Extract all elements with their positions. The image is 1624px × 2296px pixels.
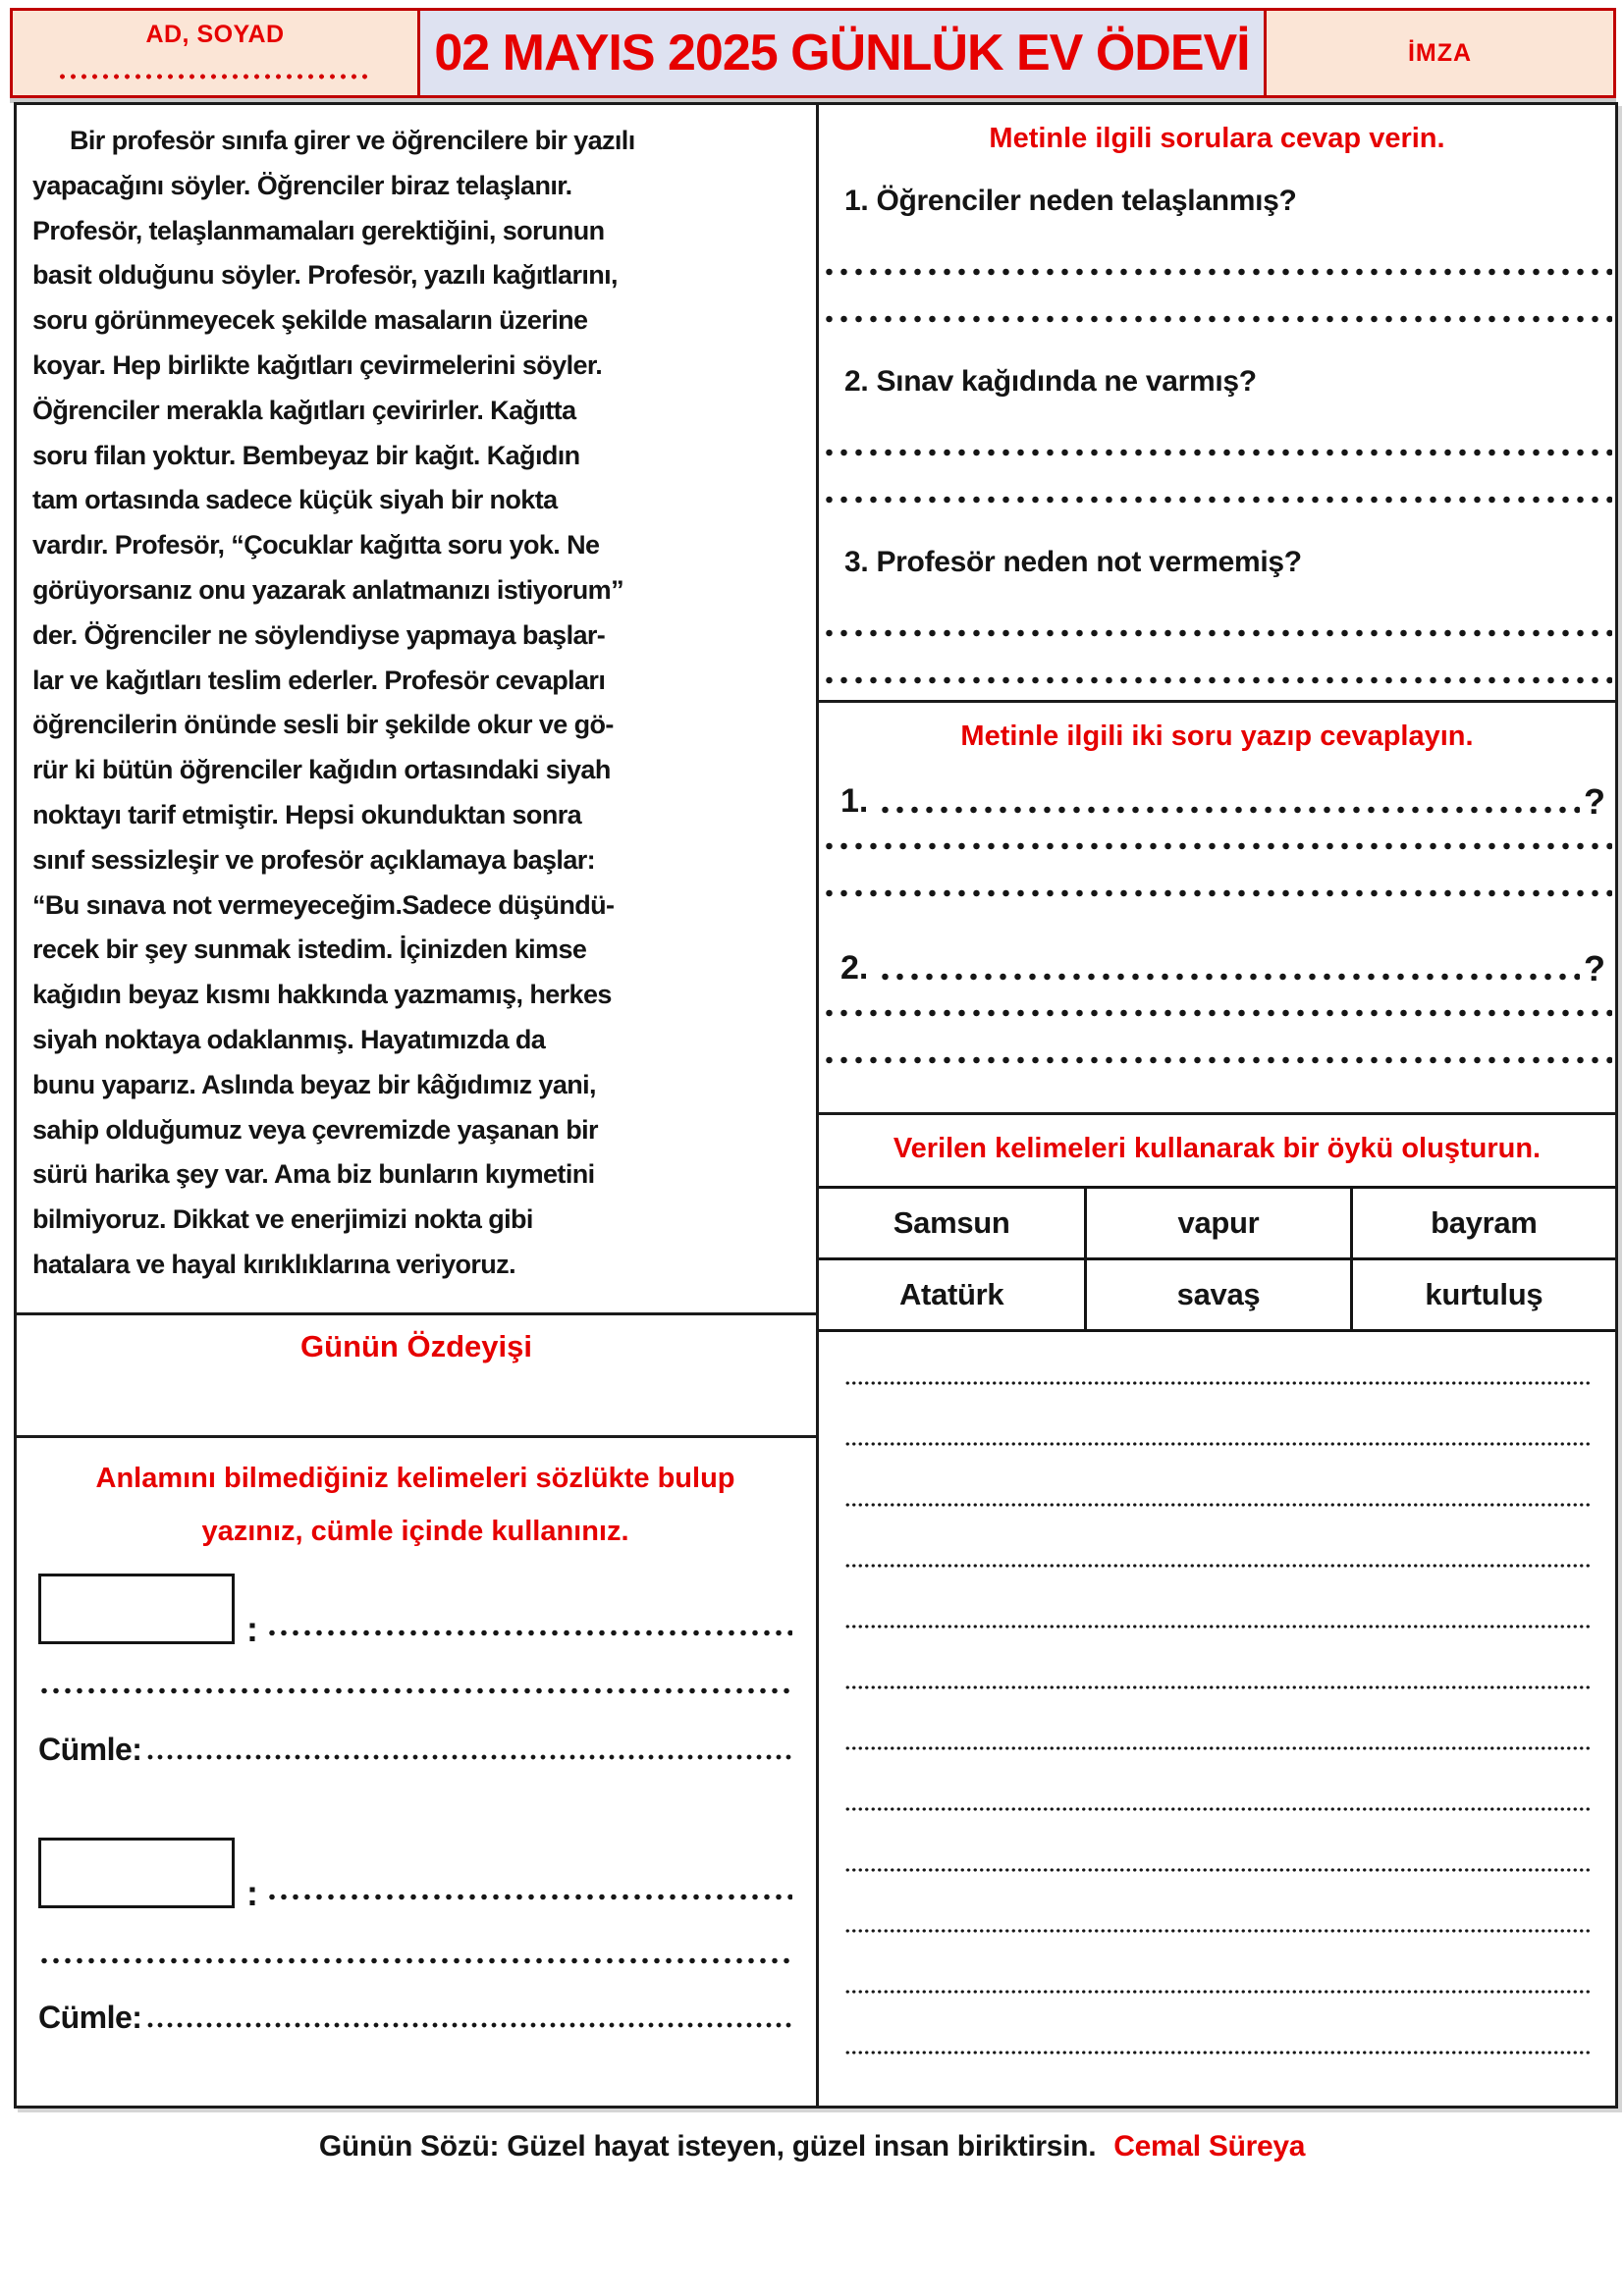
answer-line[interactable] [822,496,1612,504]
passage-line: Bir profesör sınıfa girer ve öğrencilere bir yazılı [70,126,635,155]
passage-line: sınıf sessizleşir ve profesör açıklamaya başlar: [32,844,596,875]
title-cell [420,8,1267,98]
passage-line: Profesör, telaşlanmamaları gerektiğini, sorunun [32,215,605,245]
story-write-line[interactable] [819,1446,1615,1507]
question-mark: ? [1584,948,1605,988]
story-write-line[interactable] [819,2055,1615,2106]
passage-line: koyar. Hep birlikte kağıtları çevirmelerini söyler. [32,349,603,380]
passage-line: görüyorsanız onu yazarak anlatmanızı istiyorum” [32,574,623,605]
passage-line: basit olduğunu söyler. Profesör, yazılı kağıtlarını, [32,260,618,291]
left-column [17,105,816,2106]
passage-line: der. Öğrenciler ne söylendiyse yapmaya başlar- [32,619,606,650]
dictionary-section [17,1438,816,2106]
write-questions-list [819,775,1615,1064]
dictionary-instruction: yazınız, cümle içinde kullanınız. [201,1516,629,1547]
quote-of-day-box[interactable] [17,1312,816,1438]
question-number: 1. [840,782,869,820]
word-cell: bayram [1350,1189,1615,1257]
word-box[interactable] [38,1838,235,1908]
dictionary-entry [38,1838,792,1913]
answer-line[interactable] [822,842,1612,850]
question-text: 2. Sınav kağıdında ne varmış? [844,365,1257,398]
write-question-block [819,942,1615,1064]
quote-of-day-title: Günün Özdeyişi [300,1329,532,1363]
dictionary-entry [38,1574,792,1649]
passage-line: yapacağını söyler. Öğrenciler biraz telaşlanır. [32,170,572,200]
passage-line: Öğrenciler merakla kağıtları çevirirler. Kağıtta [32,395,576,425]
sentence-line[interactable] [145,1754,792,1760]
qa-section [819,105,1615,700]
passage-line: öğrencilerin önünde sesli bir şekilde okur ve gö- [32,710,614,740]
question-text: 3. Profesör neden not vermemiş? [844,546,1302,578]
passage-line: sahip olduğumuz veya çevremizde yaşanan bir [32,1114,598,1145]
story-write-line[interactable] [819,1994,1615,2055]
sentence-row [38,1998,792,2037]
word-cell: Samsun [893,1205,1010,1240]
question-number: 2. [840,949,869,987]
story-write-line[interactable] [819,1629,1615,1689]
passage-line: rür ki bütün öğrenciler kağıdın ortasındaki siyah [32,755,611,785]
signature-label: İMZA [1407,38,1473,67]
story-title: Verilen kelimeleri kullanarak bir öykü oluşturun. [893,1133,1542,1164]
word-definition-row [235,1574,792,1649]
qa-title: Metinle ilgili sorulara cevap verin. [989,123,1445,154]
passage [17,105,816,1312]
word-cell: vapur [1084,1189,1349,1257]
story-section [819,1115,1615,2106]
sentence-label: Cümle: [38,1732,142,1767]
answer-line[interactable] [822,1009,1612,1017]
write-question-row [840,942,1605,986]
answer-line[interactable] [822,1056,1612,1064]
passage-line: vardır. Profesör, “Çocuklar kağıtta soru yok. Ne [32,530,600,561]
story-write-line[interactable] [819,1689,1615,1750]
question-block [819,362,1615,504]
story-write-line[interactable] [819,1933,1615,1994]
name-cell [10,8,420,98]
question-write-line[interactable] [878,806,1580,814]
word-definition-row [235,1838,792,1913]
passage-line: sürü harika şey var. Ama biz bunların kıymetini [32,1159,595,1190]
answer-line[interactable] [822,629,1612,637]
passage-line: noktayı tarif etmiştir. Hepsi okunduktan sonra [32,799,582,829]
word-cell: kurtuluş [1350,1257,1615,1329]
story-write-line[interactable] [819,1750,1615,1811]
word-cell: Atatürk [819,1257,1084,1329]
footer-quote: Güzel hayat isteyen, güzel insan biriktirsin. [507,2130,1097,2163]
words-table [819,1186,1615,1332]
passage-line: recek bir şey sunmak istedim. İçinizden kimse [32,934,587,965]
sentence-row [38,1730,792,1769]
write-questions-section [819,703,1615,1112]
qa-list [819,182,1615,684]
write-question-block [819,775,1615,897]
word-colon: : [246,1873,258,1913]
answer-line[interactable] [822,889,1612,897]
passage-line: soru görünmeyecek şekilde masaların üzerine [32,305,588,336]
word-colon: : [246,1609,258,1649]
passage-line: “Bu sınava not vermeyeceğim.Sadece düşündü- [32,889,615,920]
footer-label: Günün Sözü: [318,2130,500,2163]
passage-line: lar ve kağıtları teslim ederler. Profesör cevapları [32,665,606,695]
definition-line[interactable] [38,1687,792,1694]
sentence-label: Cümle: [38,2000,142,2035]
write-question-row [840,775,1605,822]
question-write-line[interactable] [878,973,1580,981]
footer-author: Cemal Süreya [1113,2130,1306,2163]
story-write-line[interactable] [819,1324,1615,1385]
passage-line: tam ortasında sadece küçük siyah bir nokta [32,485,558,515]
write-questions-title: Metinle ilgili iki soru yazıp cevaplayın. [960,721,1474,752]
story-write-line[interactable] [819,1811,1615,1872]
story-write-line[interactable] [819,1385,1615,1446]
story-lines [819,1324,1615,2106]
question-mark: ? [1584,781,1605,822]
passage-line: soru filan yoktur. Bembeyaz bir kağıt. Kağıdın [32,440,580,470]
word-cell: savaş [1084,1257,1349,1329]
question-block [819,182,1615,323]
answer-line[interactable] [822,268,1612,276]
passage-line: bunu yaparız. Aslında beyaz bir kâğıdımız yani, [32,1069,596,1099]
passage-line: siyah noktaya odaklanmış. Hayatımızda da [32,1024,546,1054]
word-box[interactable] [38,1574,235,1644]
story-write-line[interactable] [819,1872,1615,1933]
passage-line: kağıdın beyaz kısmı hakkında yazmamış, herkes [32,980,612,1010]
name-write-line[interactable] [57,74,373,80]
sentence-line[interactable] [145,2022,792,2028]
right-column [816,105,1615,2106]
signature-cell [1267,8,1616,98]
story-write-line[interactable] [819,1507,1615,1568]
passage-line: bilmiyoruz. Dikkat ve enerjimizi nokta gibi [32,1204,533,1235]
definition-line[interactable] [266,1894,792,1900]
answer-line[interactable] [822,449,1612,456]
answer-line[interactable] [822,676,1612,684]
definition-line[interactable] [38,1957,792,1964]
answer-line[interactable] [822,315,1612,323]
story-write-line[interactable] [819,1568,1615,1629]
question-text: 1. Öğrenciler neden telaşlanmış? [844,185,1297,217]
question-block [819,543,1615,684]
passage-line: hatalara ve hayal kırıklıklarına veriyoruz. [32,1249,515,1279]
content-box [14,102,1618,2109]
footer [0,2130,1624,2163]
name-label: AD, SOYAD [145,21,285,48]
page-title: 02 MAYIS 2025 GÜNLÜK EV ÖDEVİ [434,25,1250,81]
header [10,8,1616,98]
definition-line[interactable] [266,1629,792,1636]
dictionary-instruction: Anlamını bilmediğiniz kelimeleri sözlükte bulup [95,1463,735,1494]
